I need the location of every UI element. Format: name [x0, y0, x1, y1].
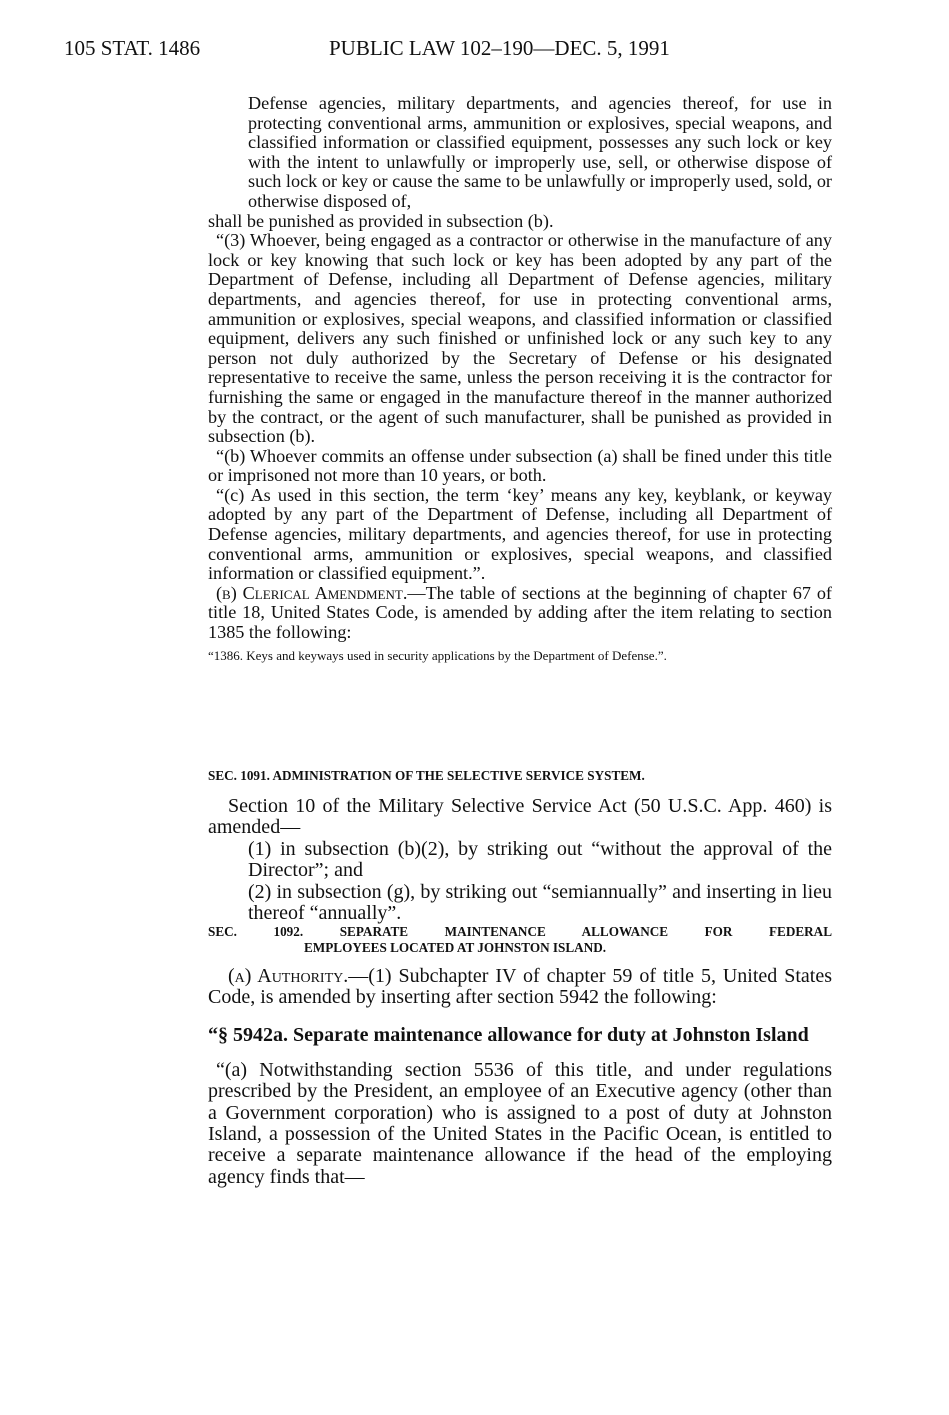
section-1091-intro: Section 10 of the Military Selective Service Act (50 U.S.C. App. 460) is amended—	[208, 795, 832, 839]
section-1092-heading-line-1: SEC. 1092. SEPARATE MAINTENANCE ALLOWANCE FOR FEDERAL	[208, 924, 832, 939]
authority-paragraph	[208, 966, 832, 1009]
table-of-sections-entry: “1386. Keys and keyways used in security applications by the Department of Defense.”.	[208, 647, 667, 663]
clerical-amendment	[208, 584, 832, 643]
section-1092-heading	[208, 924, 832, 956]
authority-text: —(1) Subchapter IV of chapter 59 of title 5, United States Code, is amended by inserting after section 5942 the following:	[208, 965, 832, 1009]
section-1092-body	[208, 966, 832, 1188]
section-1091-item-2: (2) in subsection (g), by striking out “semiannually” and inserting in lieu thereof “annually”.	[248, 880, 832, 925]
paragraph-a3: “(3) Whoever, being engaged as a contractor or otherwise in the manufacture of any lock or key knowing that such lock or key has been adopted by any part of the Department of Defense, including all Department of Defense agencies, military departments, and agencies thereof, for use in protecting conventional arms, ammunition or explosives, special weapons, and classified information or classified equipment, delivers any such finished or unfinished lock or any such key to any person not duly authorized by the Secretary of Defense or his designated representative to receive the same, unless the person receiving it is the contractor for furnishing the same or engaged in the manufacture thereof in the manner authorized by the contract, or the agent of such manufacturer, shall be punished as provided in subsection (b).	[208, 230, 832, 447]
section-1091-item-1: (1) in subsection (b)(2), by striking out “without the approval of the Director”; and	[248, 837, 832, 882]
section-1091-heading: SEC. 1091. ADMINISTRATION OF THE SELECTIVE SERVICE SYSTEM.	[208, 768, 645, 783]
section-1092	[208, 924, 832, 956]
subsection-5942a-heading: “§ 5942a. Separate maintenance allowance for duty at Johnston Island	[208, 1023, 809, 1046]
section-1091	[208, 768, 832, 784]
clerical-amendment-label: (b) Clerical Amendment.	[216, 582, 408, 603]
clerical-amendment-text: —The table of sections at the beginning of chapter 67 of title 18, United States Code, is amended by adding after the item relating to section 1385 the following:	[208, 582, 832, 643]
running-title: PUBLIC LAW 102–190—DEC. 5, 1991	[329, 36, 670, 60]
statute-page-number: 105 STAT. 1486	[64, 36, 201, 60]
section-1091-body	[208, 796, 832, 924]
paragraph-flush-end: shall be punished as provided in subsection (b).	[208, 210, 554, 231]
paragraph-b: “(b) Whoever commits an offense under subsection (a) shall be fined under this title or imprisoned not more than 10 years, or both.	[208, 445, 832, 486]
authority-label: (a) Authority.	[228, 965, 349, 987]
section-1092-heading-line-2: EMPLOYEES LOCATED AT JOHNSTON ISLAND.	[304, 940, 607, 955]
paragraph-c: “(c) As used in this section, the term ‘key’ means any key, keyblank, or keyway adopted by any part of the Department of Defense, including all Department of Defense agencies, military departments, and agencies thereof, for use in protecting conventional arms, ammunition or explosives, special weapons, and classified information or classified equipment.”.	[208, 484, 832, 584]
body-text	[208, 94, 832, 663]
subsection-5942a-a: “(a) Notwithstanding section 5536 of this title, and under regulations prescribed by the President, an employee of an Executive agency (other than a Government corporation) who is assigned to a post of duty at Johnston Island, a possession of the United States in the Pacific Ocean, is entitled to receive a separate maintenance allowance if the head of the employing agency finds that—	[208, 1058, 832, 1188]
page-header	[64, 36, 829, 66]
paragraph-continuation: Defense agencies, military departments, and agencies thereof, for use in protecting conventional arms, ammunition or explosives, special weapons, and classified information or classified equipment, possesses any such lock or key with the intent to unlawfully or improperly use, sell, or otherwise dispose of such lock or key or cause the same to be unlawfully or improperly used, sold, or otherwise disposed of,	[248, 93, 832, 211]
